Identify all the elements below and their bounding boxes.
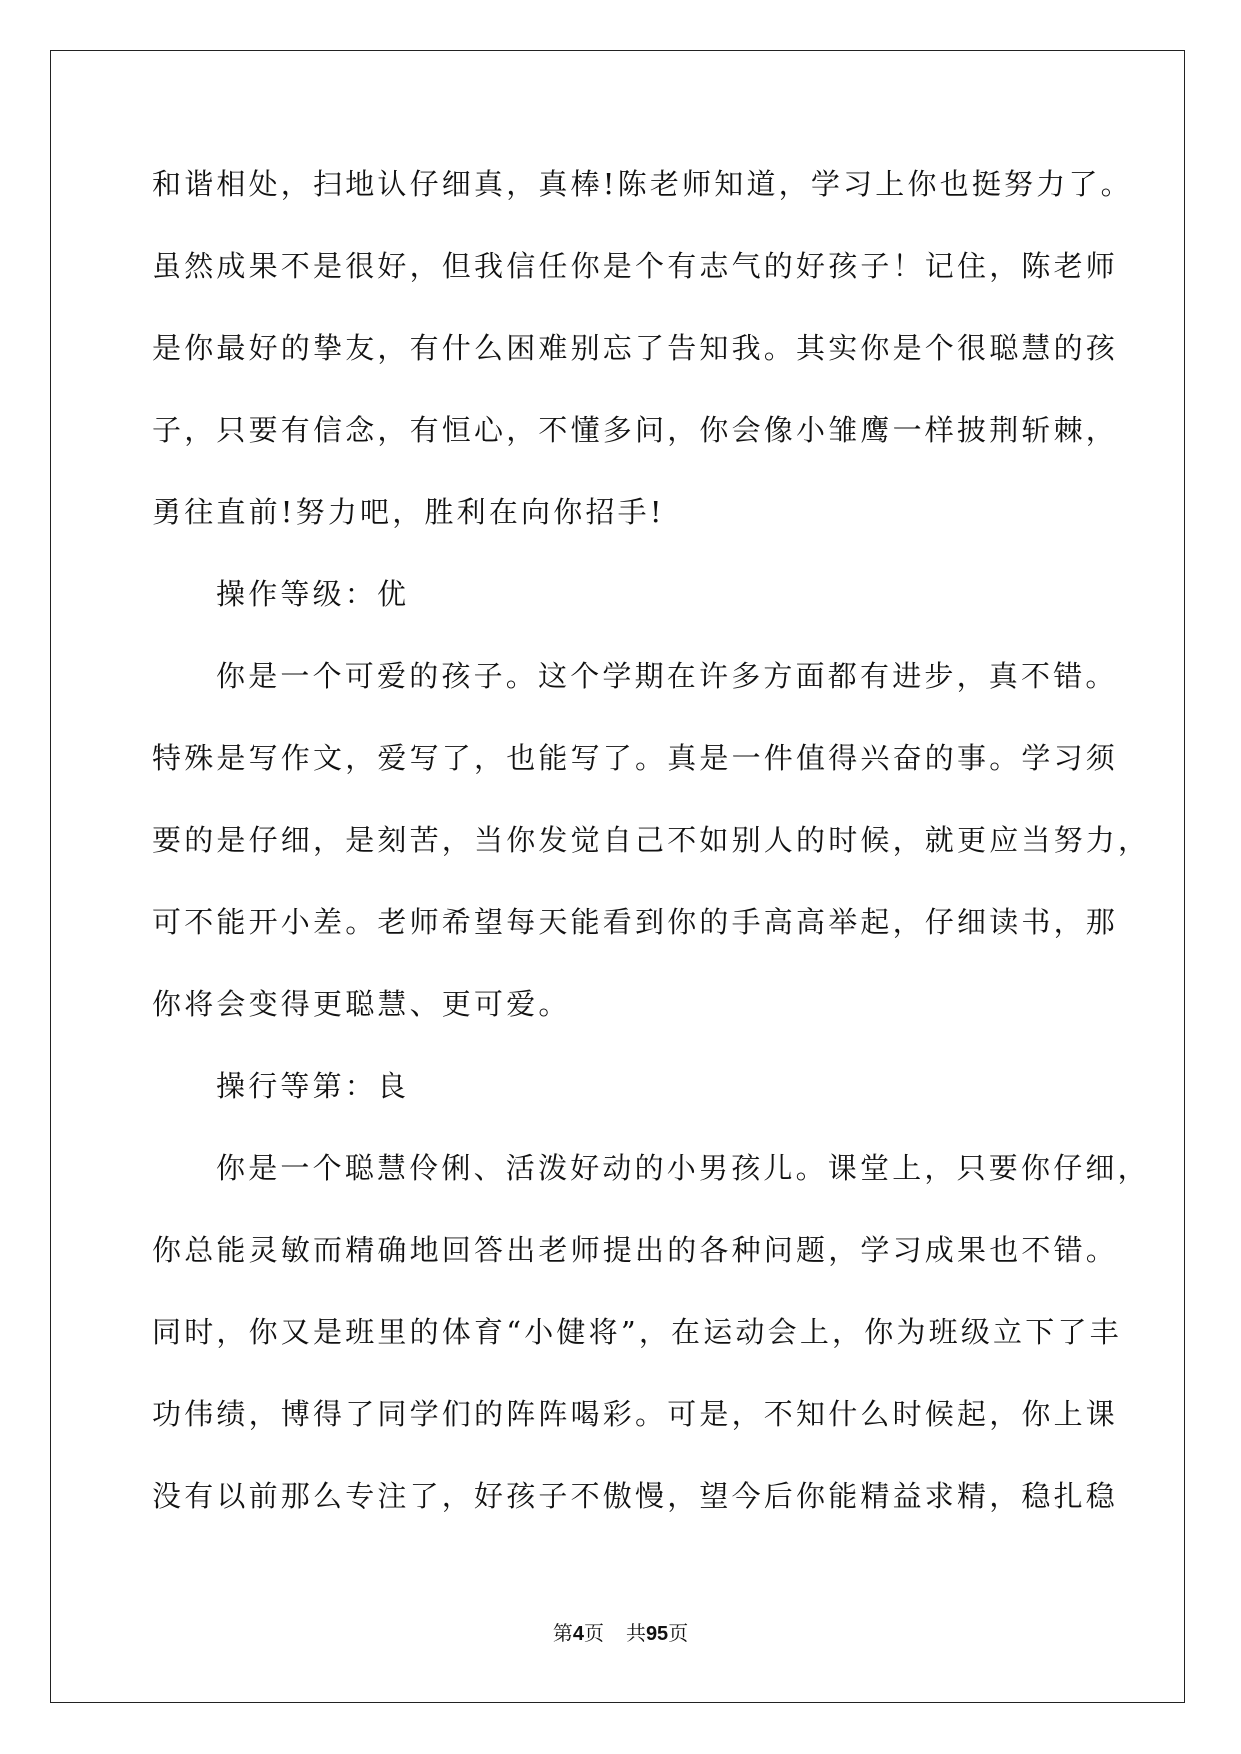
total-pages: 95 bbox=[645, 1623, 669, 1645]
page-unit: 页 bbox=[583, 1621, 604, 1645]
text-line-1: 和谐相处，扫地认仔细真，真棒!陈老师知道，学习上你也挺努力了。 bbox=[152, 167, 1133, 201]
text-line-9: 要的是仔细，是刻苦，当你发觉自己不如别人的时候，就更应当努力， bbox=[152, 823, 1151, 857]
text-line-8: 特殊是写作文，爱写了，也能写了。真是一件值得兴奋的事。学习须 bbox=[152, 741, 1119, 775]
text-line-2: 虽然成果不是很好，但我信任你是个有志气的好孩子！记住，陈老师 bbox=[152, 249, 1119, 283]
grade-heading-2: 操行等第：良 bbox=[216, 1069, 410, 1103]
text-line-5: 勇往直前!努力吧，胜利在向你招手! bbox=[152, 495, 665, 529]
page-number: 4 bbox=[572, 1623, 584, 1645]
text-line-17: 没有以前那么专注了，好孩子不傲慢，望今后你能精益求精，稳扎稳 bbox=[152, 1479, 1119, 1513]
text-line-15: 同时，你又是班里的体育“小健将”，在运动会上，你为班级立下了丰 bbox=[152, 1315, 1122, 1349]
text-line-7: 你是一个可爱的孩子。这个学期在许多方面都有进步，真不错。 bbox=[216, 659, 1118, 693]
text-line-11: 你将会变得更聪慧、更可爱。 bbox=[152, 987, 571, 1021]
total-prefix: 共 bbox=[625, 1621, 646, 1645]
text-line-10: 可不能开小差。老师希望每天能看到你的手高高举起，仔细读书，那 bbox=[152, 905, 1119, 939]
text-line-4: 子，只要有信念，有恒心，不懂多问，你会像小雏鹰一样披荆斩棘， bbox=[152, 413, 1119, 447]
document-body bbox=[152, 166, 1151, 1560]
text-line-16: 功伟绩，博得了同学们的阵阵喝彩。可是，不知什么时候起，你上课 bbox=[152, 1397, 1119, 1431]
text-line-3: 是你最好的挚友，有什么困难别忘了告知我。其实你是个很聪慧的孩 bbox=[152, 331, 1119, 365]
text-line-13: 你是一个聪慧伶俐、活泼好动的小男孩儿。课堂上，只要你仔细， bbox=[216, 1151, 1150, 1185]
grade-heading-1: 操作等级：优 bbox=[216, 577, 410, 611]
text-line-14: 你总能灵敏而精确地回答出老师提出的各种问题，学习成果也不错。 bbox=[152, 1233, 1119, 1267]
page-footer bbox=[0, 1617, 1241, 1646]
total-unit: 页 bbox=[668, 1621, 689, 1645]
page-prefix: 第 bbox=[552, 1621, 573, 1645]
